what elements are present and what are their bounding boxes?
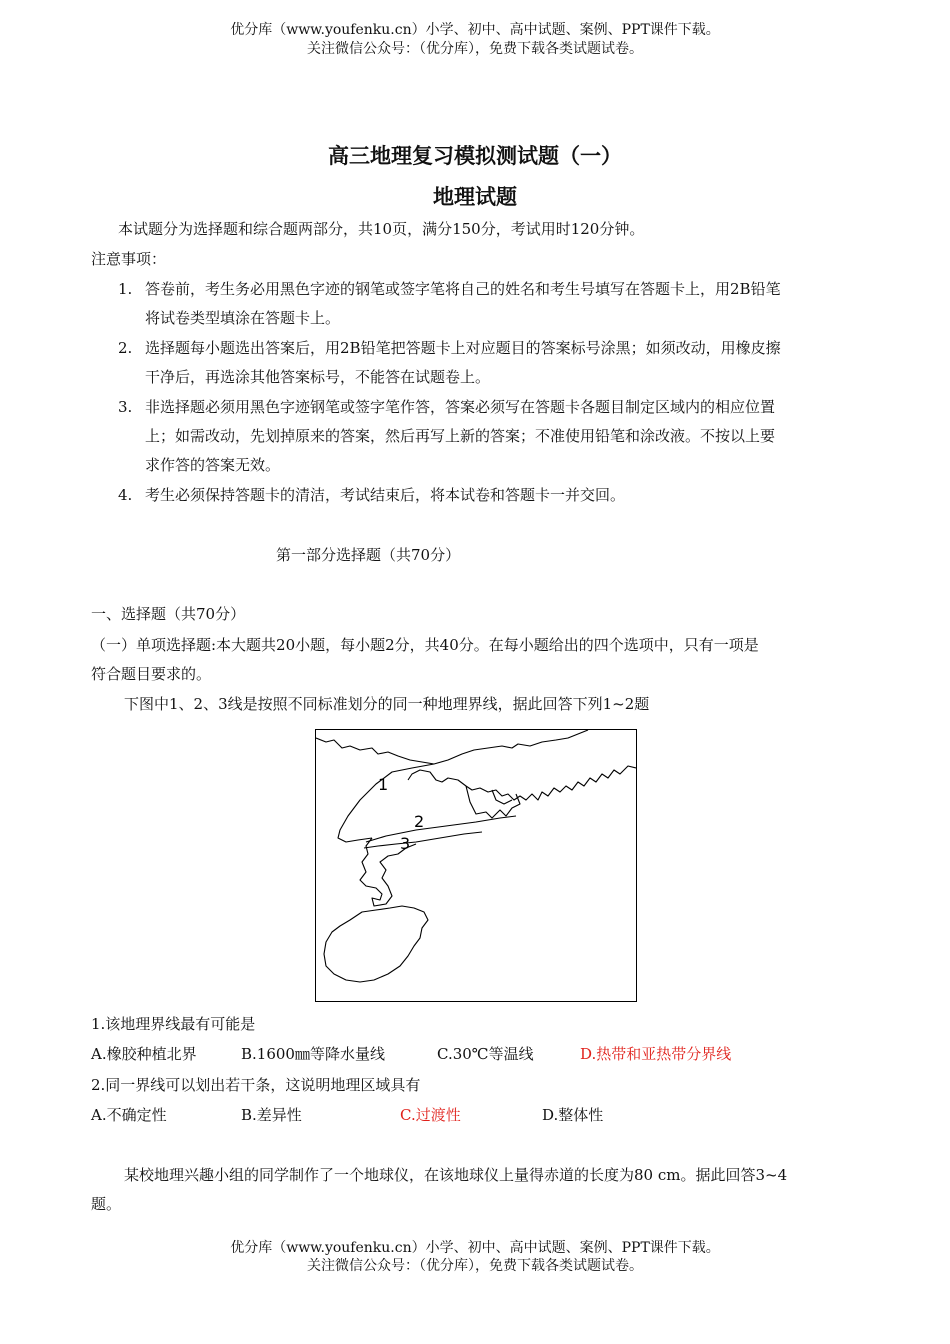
section1-sub-line-1: （一）单项选择题:本大题共20小题，每小题2分，共40分。在每小题给出的四个选项中，只有一项是 xyxy=(91,636,759,654)
map-top-coast xyxy=(316,730,588,764)
question-1-option-b: B.1600㎜等降水量线 xyxy=(241,1045,385,1063)
notice-item-1-line-2: 将试卷类型填涂在答题卡上。 xyxy=(145,309,341,327)
intro-text: 本试题分为选择题和综合题两部分，共10页，满分150分，考试用时120分钟。 xyxy=(118,220,645,238)
passage-line-1: 某校地理兴趣小组的同学制作了一个地球仪，在该地球仪上量得赤道的长度为80 cm。据此回答3~4 xyxy=(124,1166,788,1184)
question-2-option-b: B.差异性 xyxy=(241,1106,302,1124)
section1-heading: 一、选择题（共70分） xyxy=(91,605,246,623)
boundary-map-svg xyxy=(316,730,636,1001)
footer-line-1: 优分库（www.youfenku.cn）小学、初中、高中试题、案例、PPT课件下载。 xyxy=(230,1240,720,1256)
boundary-map xyxy=(315,729,637,1002)
header-line-1: 优分库（www.youfenku.cn）小学、初中、高中试题、案例、PPT课件下载。 xyxy=(230,22,720,38)
header-line-2: 关注微信公众号：（优分库），免费下载各类试题试卷。 xyxy=(307,41,643,57)
question-2-option-d: D.整体性 xyxy=(542,1106,604,1124)
section1-sub-line-2: 符合题目要求的。 xyxy=(91,665,212,683)
question-2-option-a: A.不确定性 xyxy=(91,1106,167,1124)
notice-heading: 注意事项： xyxy=(91,250,167,268)
notice-item-3-line-2: 上；如需改动，先划掉原来的答案，然后再写上新的答案；不准使用铅笔和涂改液。不按以上要 xyxy=(145,427,776,445)
map-line-3 xyxy=(364,832,482,848)
notice-item-3-line-1: 非选择题必须用黑色字迹钢笔或签字笔作答，答案必须写在答题卡各题目制定区域内的相应位置 xyxy=(145,398,776,416)
footer-line-2: 关注微信公众号：（优分库），免费下载各类试题试卷。 xyxy=(307,1258,643,1274)
notice-item-1-line-1: 答卷前，考生务必用黑色字迹的钢笔或签字笔将自己的姓名和考生号填写在答题卡上，用2B铅笔 xyxy=(145,280,781,298)
page-subtitle: 地理试题 xyxy=(433,185,517,209)
map-label-2: 2 xyxy=(414,812,425,831)
question-1-stem: 1.该地理界线最有可能是 xyxy=(91,1015,256,1033)
notice-item-2-line-2: 干净后，再选涂其他答案标号，不能答在试题卷上。 xyxy=(145,368,491,386)
question-1-option-c: C.30℃等温线 xyxy=(437,1045,534,1063)
question-1-option-a: A.橡胶种植北界 xyxy=(91,1045,197,1063)
map-label-1: 1 xyxy=(378,775,389,794)
map-lead-text: 下图中1、2、3线是按照不同标准划分的同一种地理界线，据此回答下列1~2题 xyxy=(124,695,650,713)
question-2-stem: 2.同一界线可以划出若干条，这说明地理区域具有 xyxy=(91,1076,421,1094)
notice-item-1-num: 1. xyxy=(118,280,133,298)
map-hainan-island xyxy=(324,906,428,982)
page-title: 高三地理复习模拟测试题（一） xyxy=(328,144,622,168)
notice-item-3-line-3: 求作答的答案无效。 xyxy=(145,456,281,474)
map-label-3: 3 xyxy=(400,834,411,853)
notice-item-2-num: 2. xyxy=(118,339,133,357)
notice-item-4-num: 4. xyxy=(118,486,133,504)
part1-title: 第一部分选择题（共70分） xyxy=(276,546,461,564)
map-southern-coast xyxy=(408,766,636,800)
notice-item-3-num: 3. xyxy=(118,398,133,416)
notice-item-4-line-1: 考生必须保持答题卡的清洁，考试结束后，将本试卷和答题卡一并交回。 xyxy=(145,486,626,504)
passage-line-2: 题。 xyxy=(91,1195,122,1213)
question-2-option-c-answer: C.过渡性 xyxy=(400,1106,461,1124)
notice-item-2-line-1: 选择题每小题选出答案后，用2B铅笔把答题卡上对应题目的答案标号涂黑；如须改动，用橡皮擦 xyxy=(145,339,781,357)
question-1-option-d-answer: D.热带和亚热带分界线 xyxy=(580,1045,732,1063)
map-coast-detail-2 xyxy=(492,790,512,804)
